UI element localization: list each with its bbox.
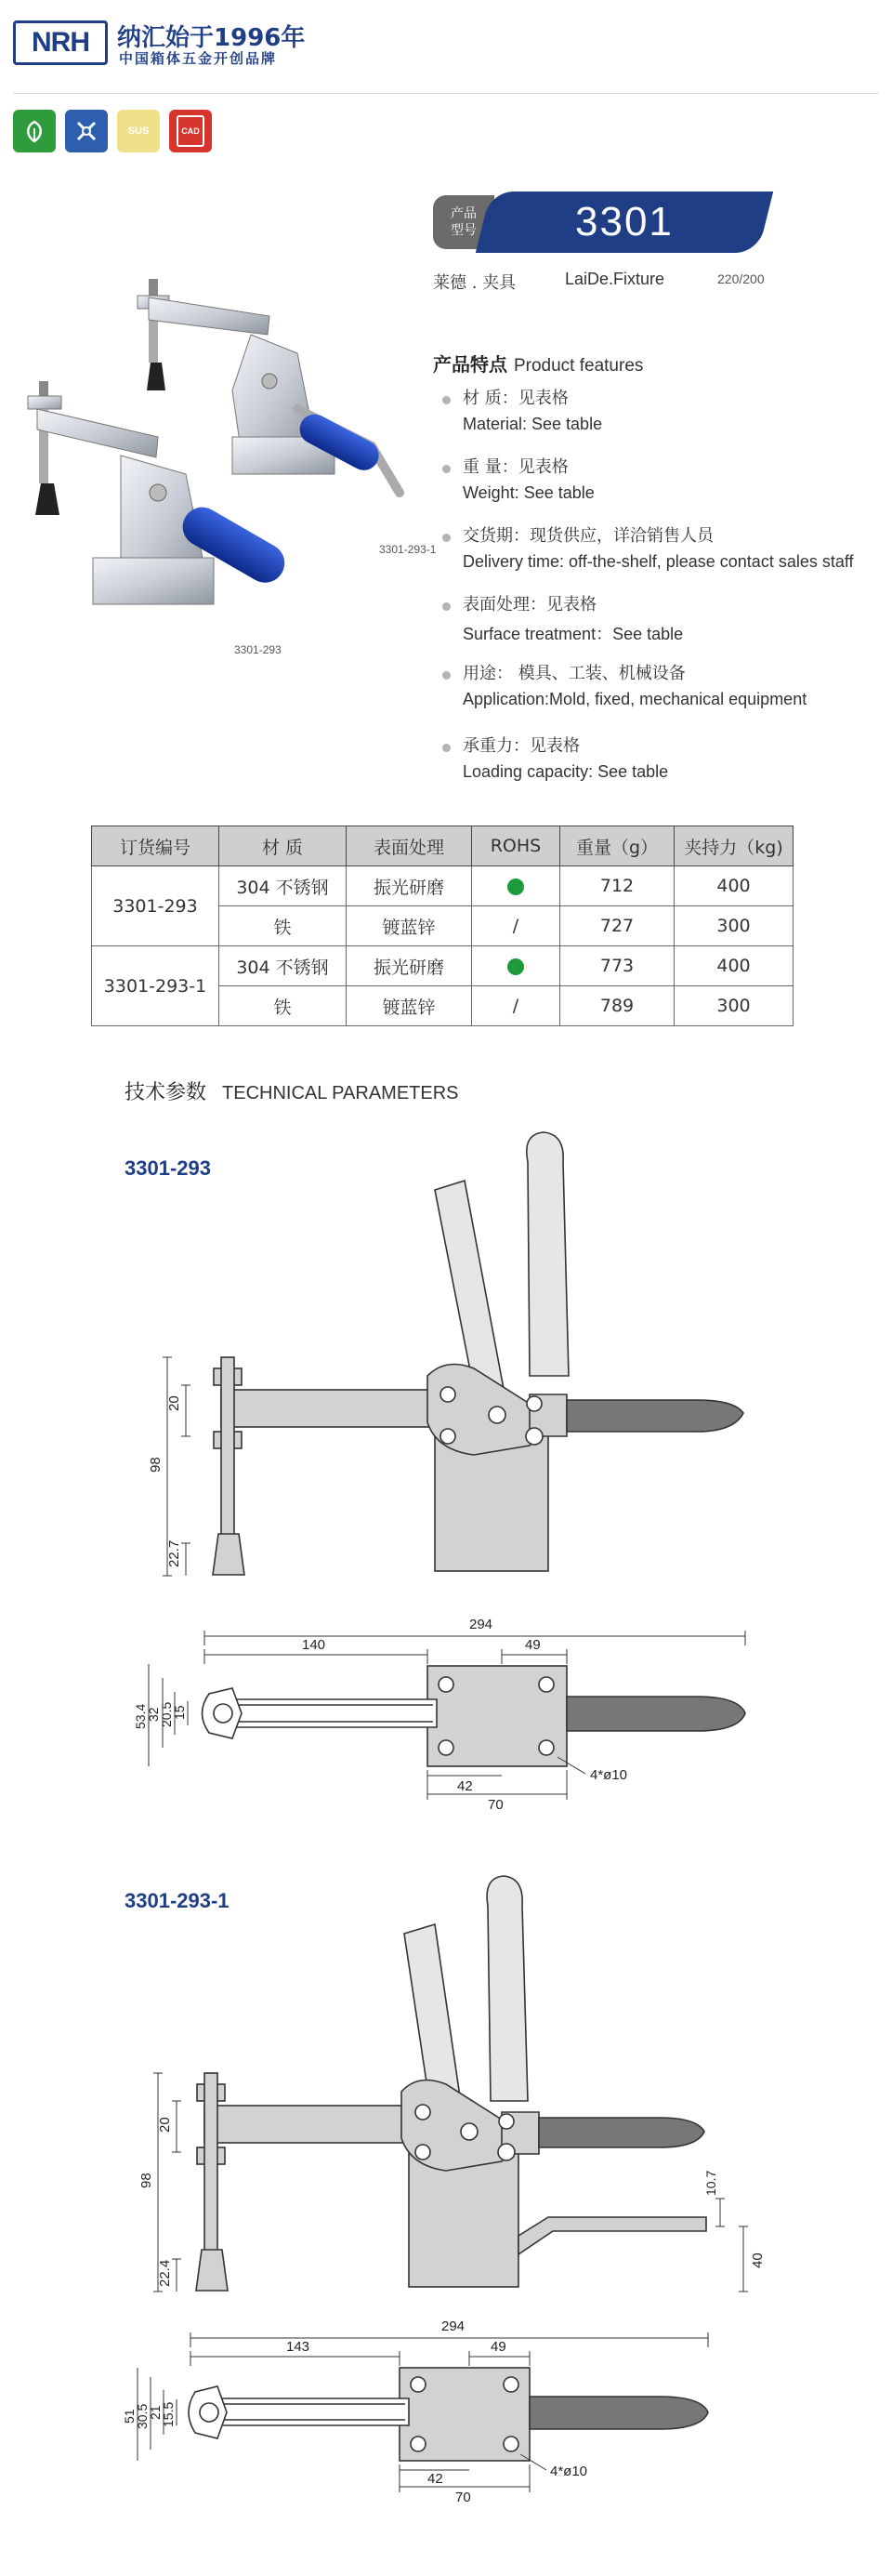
feature-bullet [442, 602, 451, 611]
drawing1-side-view [139, 1125, 771, 1580]
col-header-rohs: ROHS [472, 826, 560, 866]
feature-delivery-en: Delivery time: off-the-shelf, please contact sales staff [463, 552, 854, 571]
model-name-en: LaiDe.Fixture [565, 270, 665, 288]
dim-label: 10.7 [703, 2170, 718, 2196]
material-cell: 304 不锈钢 [219, 946, 347, 986]
dim-label: 4*ø10 [590, 1767, 628, 1783]
feature-bullet [442, 744, 451, 752]
sus-badge-icon: SUS [117, 110, 160, 152]
weight-cell: 789 [560, 986, 675, 1026]
material-cell: 304 不锈钢 [219, 866, 347, 906]
dim-label: 42 [457, 1778, 473, 1794]
model-name-cn: 莱德 . 夹具 [433, 273, 517, 293]
dim-label: 140 [302, 1637, 326, 1653]
dim-label: 51 [122, 2409, 137, 2424]
feature-application-en: Application:Mold, fixed, mechanical equipment [463, 690, 807, 708]
rohs-cell: / [472, 906, 560, 946]
col-header-weight: 重量（g） [560, 826, 675, 866]
logo-text: NRH [32, 27, 89, 58]
dim-label: 98 [138, 2173, 154, 2188]
drawing2-side-view [139, 1869, 790, 2296]
product-photo [19, 279, 437, 669]
drawing1-title: 3301-293 [125, 1156, 211, 1180]
weight-cell: 712 [560, 866, 675, 906]
dim-label: 98 [148, 1457, 164, 1473]
cad-badge-icon: CAD [169, 110, 212, 152]
dim-label: 30.5 [135, 2403, 150, 2429]
feature-surface-en: Surface treatment：See table [463, 625, 684, 643]
dim-label: 15 [172, 1705, 187, 1720]
material-cell: 铁 [219, 986, 347, 1026]
dim-label: 70 [488, 1797, 504, 1813]
drawing2-title: 3301-293-1 [125, 1889, 230, 1912]
dim-label: 49 [525, 1637, 541, 1653]
model-size: 220/200 [717, 271, 765, 286]
feature-loading-en: Loading capacity: See table [463, 762, 669, 781]
feature-weight-cn: 重 量：见表格 [463, 457, 569, 477]
feature-loading-cn: 承重力：见表格 [463, 736, 580, 756]
weight-cell: 727 [560, 906, 675, 946]
rohs-compliant-icon [507, 958, 524, 975]
features-title: 产品特点 Product features [433, 353, 644, 376]
rohs-cell [472, 866, 560, 906]
drawing1-top-view [121, 1608, 771, 1813]
feature-bullet [442, 465, 451, 473]
spec-table [91, 826, 794, 1026]
dim-label: 40 [750, 2252, 766, 2268]
rohs-cell: / [472, 986, 560, 1026]
brand-name: 纳汇始于1996年 [117, 24, 306, 52]
dim-label: 22.7 [166, 1539, 182, 1567]
dim-label: 294 [441, 2318, 466, 2334]
tools-badge-icon [65, 110, 108, 152]
dim-label: 15.5 [161, 2401, 176, 2427]
photo-label-rear: 3301-293-1 [379, 543, 437, 556]
dim-label: 42 [427, 2471, 443, 2487]
eco-badge-icon [13, 110, 56, 152]
feature-material-cn: 材 质：见表格 [463, 389, 569, 408]
col-header-code: 订货编号 [92, 826, 219, 866]
feature-bullet [442, 396, 451, 404]
force-cell: 300 [675, 906, 794, 946]
table-header-row [92, 826, 794, 866]
photo-label-front: 3301-293 [234, 643, 282, 656]
dim-label: 22.4 [157, 2259, 173, 2287]
tech-title: 技术参数 TECHNICAL PARAMETERS [125, 1081, 459, 1104]
rohs-compliant-icon [507, 878, 524, 895]
force-cell: 300 [675, 986, 794, 1026]
col-header-force: 夹持力（kg) [675, 826, 794, 866]
dim-label: 294 [469, 1617, 493, 1632]
header-divider [13, 93, 879, 94]
feature-bullet [442, 534, 451, 542]
dim-label: 143 [286, 2339, 310, 2355]
table-row [92, 866, 794, 906]
dim-label: 4*ø10 [550, 2464, 588, 2479]
dim-label: 49 [491, 2339, 506, 2355]
drawing2-top-view [121, 2310, 790, 2505]
finish-cell: 镀蓝锌 [347, 986, 472, 1026]
weight-cell: 773 [560, 946, 675, 986]
finish-cell: 镀蓝锌 [347, 906, 472, 946]
force-cell: 400 [675, 866, 794, 906]
col-header-finish: 表面处理 [347, 826, 472, 866]
model-tag: 产品 型号 [433, 195, 494, 249]
col-header-material: 材 质 [219, 826, 347, 866]
brand-logo [13, 20, 108, 65]
material-cell: 铁 [219, 906, 347, 946]
dim-label: 21 [148, 2405, 163, 2420]
feature-delivery-cn: 交货期：现货供应，详洽销售人员 [463, 526, 714, 546]
order-code-cell: 3301-293 [92, 866, 219, 946]
dim-label: 53.4 [133, 1703, 148, 1729]
brand-slogan: 始于1996年 [165, 24, 306, 52]
finish-cell: 振光研磨 [347, 946, 472, 986]
rohs-cell [472, 946, 560, 986]
model-number: 3301 [476, 192, 773, 253]
dim-label: 20 [157, 2117, 173, 2133]
order-code-cell: 3301-293-1 [92, 946, 219, 1026]
feature-bullet [442, 671, 451, 680]
dim-label: 20 [166, 1395, 182, 1411]
feature-weight-en: Weight: See table [463, 483, 595, 502]
brand-subtitle: 中国箱体五金开创品牌 [119, 50, 278, 67]
finish-cell: 振光研磨 [347, 866, 472, 906]
force-cell: 400 [675, 946, 794, 986]
clamp-rear-image [138, 279, 400, 493]
dim-label: 70 [455, 2490, 471, 2505]
dim-label: 32 [146, 1707, 161, 1722]
feature-material-en: Material: See table [463, 415, 603, 433]
dim-label: 20.5 [159, 1701, 174, 1727]
feature-surface-cn: 表面处理：见表格 [463, 595, 597, 614]
table-row [92, 946, 794, 986]
feature-application-cn: 用途： 模具、工装、机械设备 [463, 664, 686, 683]
